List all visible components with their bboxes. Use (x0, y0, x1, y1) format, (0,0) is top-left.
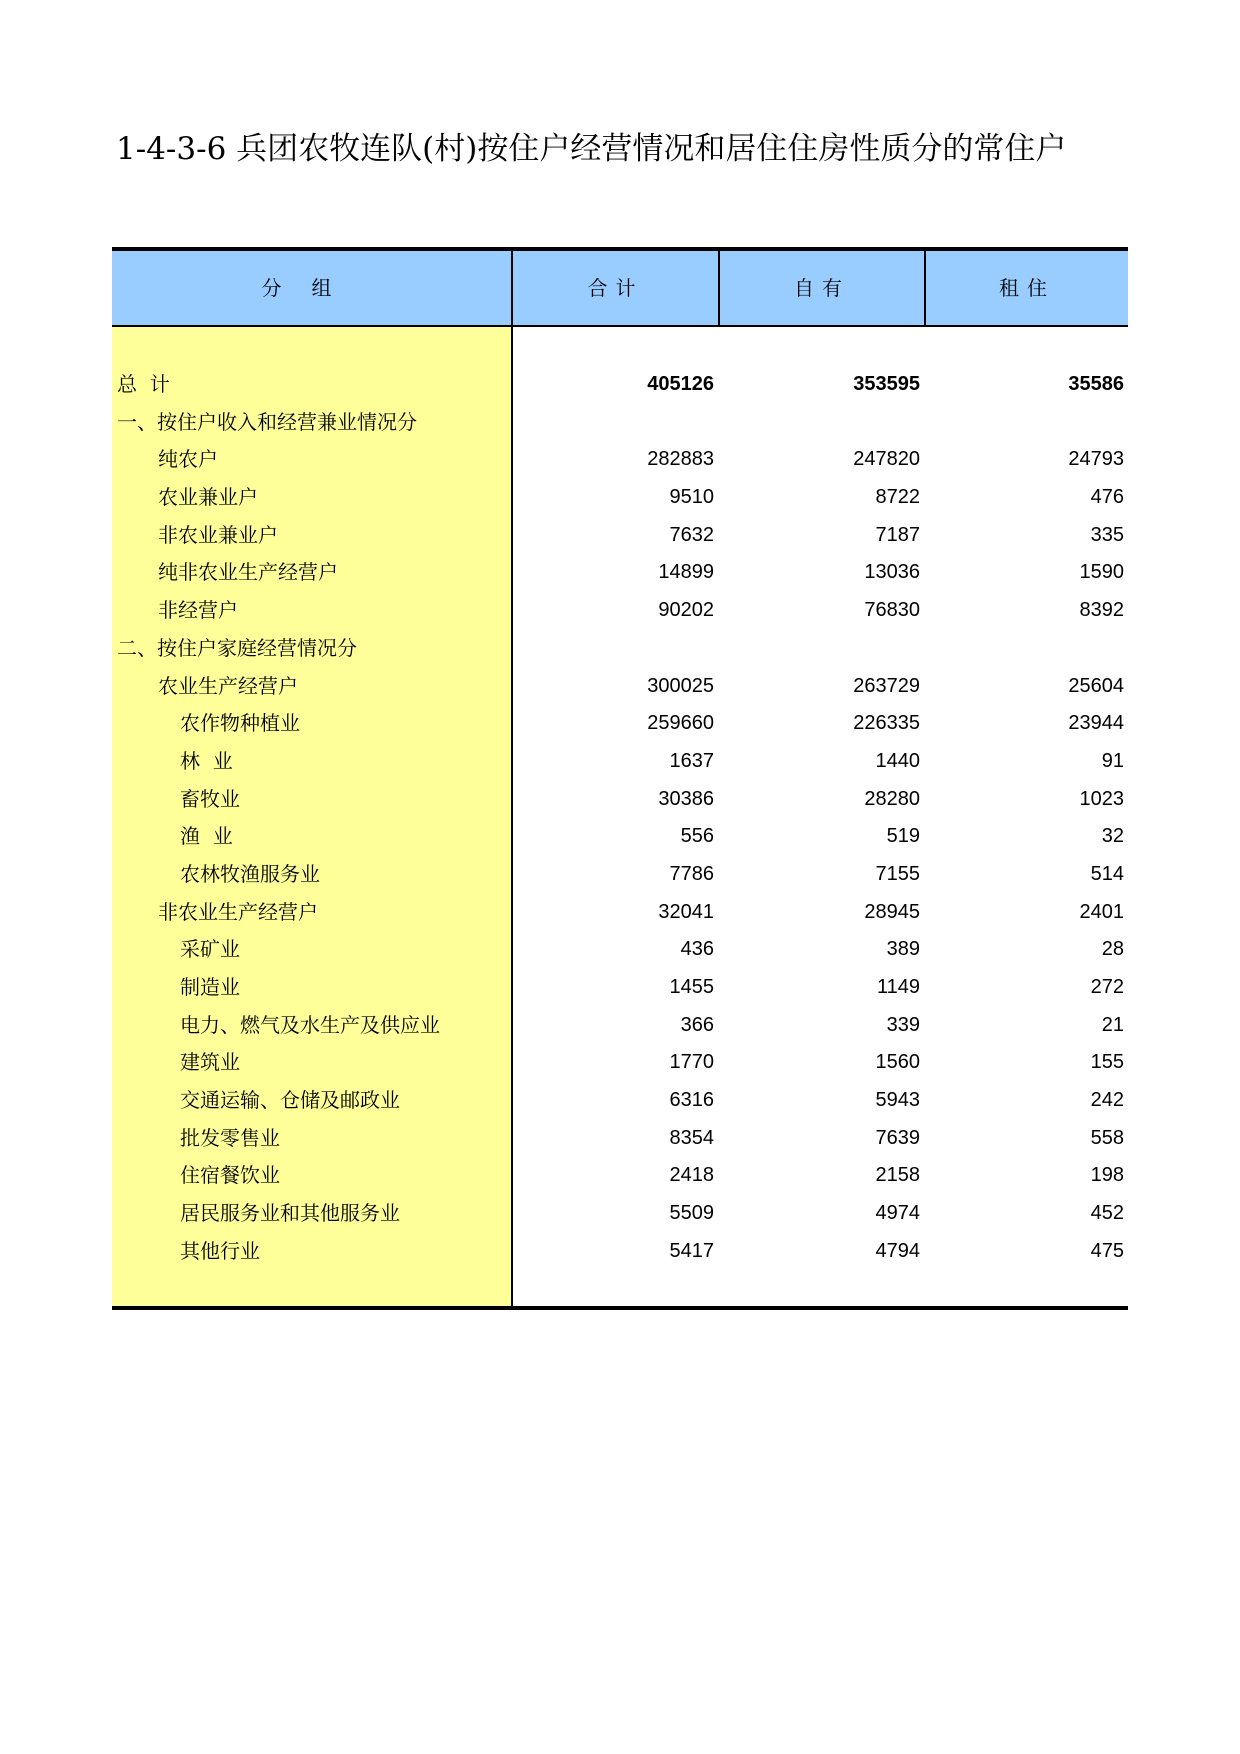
cell-total: 366 (680, 1013, 714, 1036)
row-label: 交通运输、仓储及邮政业 (180, 1088, 400, 1113)
row-label: 非农业兼业户 (158, 522, 278, 547)
cell-owned: 2158 (875, 1164, 920, 1187)
cell-rented: 2401 (1079, 900, 1124, 923)
cell-rented (924, 404, 1124, 442)
cell-owned (718, 630, 920, 668)
cell-rented: 242 (1090, 1089, 1124, 1112)
row-label: 纯非农业生产经营户 (158, 560, 338, 585)
cell-owned: 8722 (875, 486, 920, 509)
cell-rented: 1590 (1079, 561, 1124, 584)
table-row (112, 856, 1128, 894)
cell-owned: 353595 (853, 373, 920, 395)
header-rented: 租住 (924, 251, 1128, 325)
table-row (112, 969, 1128, 1007)
table-row (112, 554, 1128, 592)
table-row (112, 1157, 1128, 1195)
cell-owned: 76830 (864, 599, 920, 622)
header-owned: 自有 (718, 251, 924, 325)
cell-total: 32041 (658, 900, 714, 923)
table-row (112, 743, 1128, 781)
header-group: 分组 (261, 276, 362, 300)
cell-rented: 28 (1101, 938, 1124, 961)
cell-total: 9510 (669, 486, 714, 509)
cell-rented: 35586 (1068, 373, 1124, 395)
table-row (112, 1082, 1128, 1120)
cell-total: 282883 (647, 448, 714, 471)
table-row (112, 1195, 1128, 1233)
cell-total: 259660 (647, 712, 714, 735)
cell-total: 300025 (647, 674, 714, 697)
row-label: 非经营户 (158, 598, 238, 623)
cell-total: 14899 (658, 561, 714, 584)
cell-total (511, 630, 714, 668)
cell-owned: 339 (886, 1013, 920, 1036)
table-row (112, 781, 1128, 819)
table-header (112, 251, 1128, 327)
cell-rented: 198 (1090, 1164, 1124, 1187)
cell-owned: 13036 (864, 561, 920, 584)
table-row (112, 479, 1128, 517)
table-row (112, 1233, 1128, 1271)
cell-rented: 25604 (1068, 674, 1124, 697)
row-label: 总 计 (117, 372, 170, 396)
cell-total: 2418 (669, 1164, 714, 1187)
cell-total: 5417 (669, 1239, 714, 1262)
row-label: 非农业生产经营户 (158, 899, 318, 924)
cell-total: 7786 (669, 862, 714, 885)
cell-owned: 519 (886, 825, 920, 848)
row-label: 住宿餐饮业 (180, 1163, 280, 1188)
cell-total: 5509 (669, 1202, 714, 1225)
cell-rented: 32 (1101, 825, 1124, 848)
row-label: 电力、燃气及水生产及供应业 (180, 1012, 440, 1037)
cell-owned: 247820 (853, 448, 920, 471)
row-label: 农业生产经营户 (158, 673, 298, 698)
table-row (112, 1007, 1128, 1045)
row-label: 畜牧业 (180, 786, 240, 811)
cell-owned: 1440 (875, 749, 920, 772)
table-row (112, 366, 1128, 404)
cell-owned: 5943 (875, 1089, 920, 1112)
table-row (112, 668, 1128, 706)
cell-total: 436 (680, 938, 714, 961)
row-label: 农业兼业户 (158, 485, 258, 510)
cell-total: 7632 (669, 523, 714, 546)
cell-rented: 475 (1090, 1239, 1124, 1262)
table-row (112, 630, 1128, 668)
table-row (112, 592, 1128, 630)
cell-total: 405126 (647, 373, 714, 395)
row-label: 其他行业 (180, 1238, 260, 1263)
row-label: 采矿业 (180, 937, 240, 962)
table-bottom-border (112, 1306, 1128, 1310)
statistics-table (112, 247, 1128, 1310)
cell-rented: 91 (1101, 749, 1124, 772)
cell-rented: 23944 (1068, 712, 1124, 735)
table-row (112, 1120, 1128, 1158)
table-row (112, 894, 1128, 932)
cell-owned: 263729 (853, 674, 920, 697)
cell-total: 90202 (658, 599, 714, 622)
row-label: 渔 业 (180, 824, 233, 849)
cell-total (511, 404, 714, 442)
cell-rented: 335 (1090, 523, 1124, 546)
cell-rented (924, 630, 1124, 668)
cell-total: 556 (680, 825, 714, 848)
cell-total: 1770 (669, 1051, 714, 1074)
cell-owned: 4974 (875, 1202, 920, 1225)
row-label: 制造业 (180, 975, 240, 999)
cell-rented: 155 (1090, 1051, 1124, 1074)
cell-owned: 1149 (876, 976, 920, 998)
row-label: 建筑业 (180, 1050, 240, 1075)
row-label: 批发零售业 (180, 1125, 280, 1150)
cell-owned: 7155 (875, 862, 920, 885)
row-label: 林 业 (180, 748, 233, 773)
cell-owned: 389 (886, 938, 920, 961)
cell-owned: 1560 (875, 1051, 920, 1074)
row-label: 居民服务业和其他服务业 (180, 1201, 400, 1226)
cell-total: 1455 (669, 976, 714, 998)
cell-owned: 28280 (864, 787, 920, 810)
cell-owned: 7639 (875, 1126, 920, 1149)
cell-owned: 226335 (853, 712, 920, 735)
table-title: 1-4-3-6 兵团农牧连队(村)按住户经营情况和居住住房性质分的常住户 (116, 131, 1067, 167)
table-body (112, 366, 1128, 1271)
cell-owned: 4794 (875, 1239, 920, 1262)
table-row (112, 404, 1128, 442)
table-row (112, 441, 1128, 479)
row-label: 纯农户 (158, 447, 218, 472)
cell-rented: 1023 (1079, 787, 1124, 810)
cell-rented: 21 (1101, 1013, 1124, 1036)
cell-rented: 558 (1090, 1126, 1124, 1149)
cell-owned: 7187 (875, 523, 920, 546)
cell-rented: 8392 (1079, 599, 1124, 622)
cell-rented: 452 (1090, 1202, 1124, 1225)
table-row (112, 1044, 1128, 1082)
header-total: 合计 (511, 251, 718, 325)
row-label: 农作物种植业 (180, 711, 300, 736)
cell-rented: 476 (1090, 486, 1124, 509)
cell-total: 8354 (669, 1126, 714, 1149)
cell-rented: 24793 (1068, 448, 1124, 471)
cell-rented: 514 (1090, 862, 1124, 885)
cell-owned (718, 404, 920, 442)
table-row (112, 517, 1128, 555)
cell-total: 30386 (658, 787, 714, 810)
table-row (112, 931, 1128, 969)
cell-rented: 272 (1090, 976, 1124, 998)
row-label: 一、按住户收入和经营兼业情况分 (117, 409, 417, 434)
row-label: 农林牧渔服务业 (180, 861, 320, 886)
table-row (112, 705, 1128, 743)
row-label: 二、按住户家庭经营情况分 (117, 635, 357, 660)
cell-total: 1637 (669, 749, 714, 772)
cell-owned: 28945 (864, 900, 920, 923)
table-row (112, 818, 1128, 856)
cell-total: 6316 (669, 1089, 714, 1112)
